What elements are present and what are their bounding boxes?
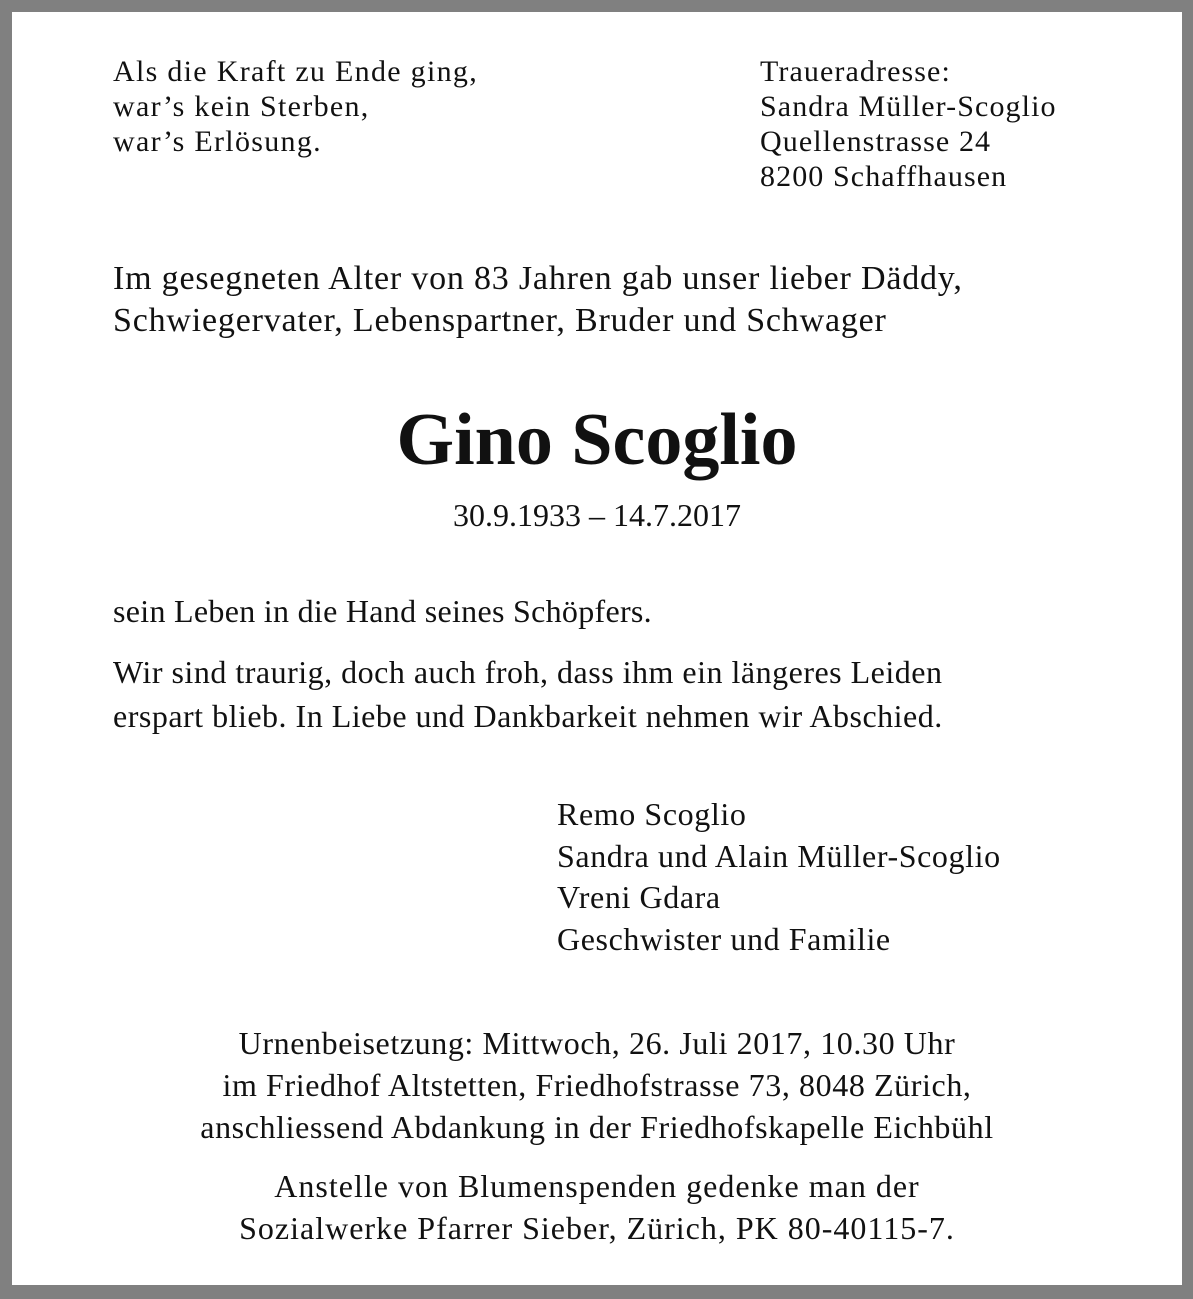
intro-line: Schwiegervater, Lebenspartner, Bruder und Schwager <box>113 302 887 339</box>
service-details <box>12 1022 1182 1148</box>
deceased-name: Gino Scoglio <box>396 399 798 481</box>
verse-line: Als die Kraft zu Ende ging, <box>113 55 479 88</box>
mourner-name: Vreni Gdara <box>557 879 721 915</box>
donation-line: Sozialwerke Pfarrer Sieber, Zürich, PK 80-40115-7. <box>239 1210 955 1246</box>
service-line: Urnenbeisetzung: Mittwoch, 26. Juli 2017, 10.30 Uhr <box>238 1025 956 1061</box>
address-line: Quellenstrasse 24 <box>760 125 992 158</box>
life-dates: 30.9.1933 – 14.7.2017 <box>453 497 741 533</box>
mourners-list <box>557 794 1001 960</box>
obituary-page <box>12 12 1182 1285</box>
body-paragraph-2 <box>113 650 943 738</box>
mourner-name: Sandra und Alain Müller-Scoglio <box>557 837 1001 874</box>
paragraph-line: erspart blieb. In Liebe und Dankbarkeit nehmen wir Abschied. <box>113 698 943 734</box>
verse-line: war’s kein Sterben, <box>113 90 370 123</box>
service-line: im Friedhof Altstetten, Friedhofstrasse 73, 8048 Zürich, <box>222 1067 972 1103</box>
body-paragraph-1: sein Leben in die Hand seines Schöpfers. <box>113 593 652 629</box>
donation-line: Anstelle von Blumenspenden gedenke man der <box>274 1168 920 1204</box>
verse-line: war’s Erlösung. <box>113 125 322 158</box>
mourner-name: Remo Scoglio <box>557 796 747 832</box>
service-line: anschliessend Abdankung in der Friedhofskapelle Eichbühl <box>200 1109 994 1145</box>
address-line: Sandra Müller-Scoglio <box>760 90 1057 123</box>
donation-note <box>12 1165 1182 1249</box>
paragraph-line: Wir sind traurig, doch auch froh, dass ihm ein längeres Leiden <box>113 654 943 690</box>
intro-line: Im gesegneten Alter von 83 Jahren gab unser lieber Däddy, <box>113 260 963 297</box>
mourner-name: Geschwister und Familie <box>557 920 891 957</box>
mourning-address <box>760 54 1057 194</box>
intro-text <box>113 258 963 342</box>
memorial-verse <box>113 54 478 159</box>
address-label: Traueradresse: <box>760 55 951 88</box>
address-line: 8200 Schaffhausen <box>760 160 1008 193</box>
